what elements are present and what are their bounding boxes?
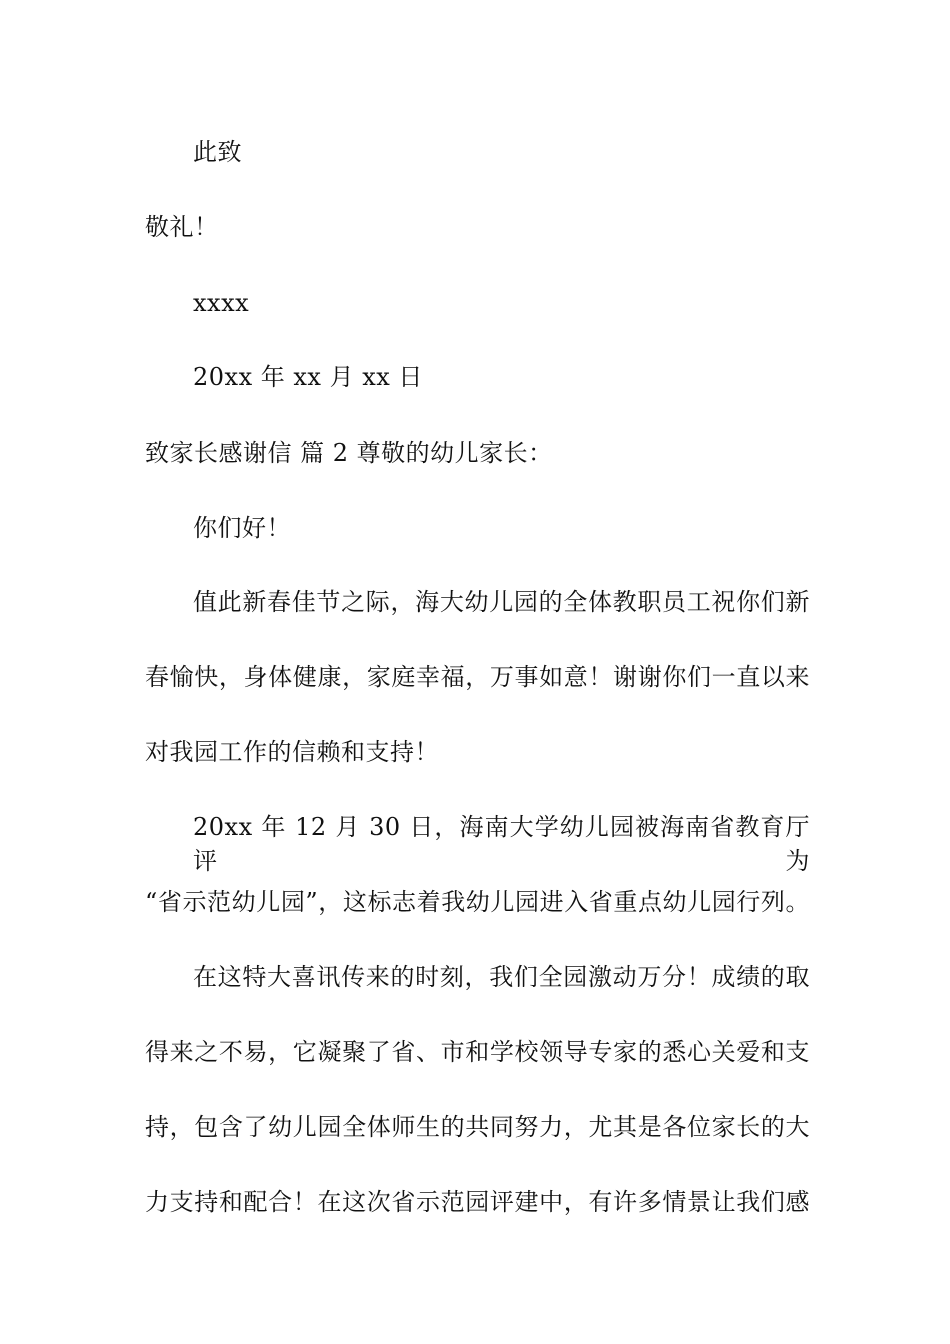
paragraph-3-line-4: 力支持和配合！在这次省示范园评建中，有许多情景让我们感 (145, 1188, 810, 1216)
signature-date: 20xx 年 xx 月 xx 日 (193, 363, 423, 391)
paragraph-2-line-1: 20xx 年 12 月 30 日，海南大学幼儿园被海南省教育厅评为 (193, 813, 810, 875)
salutation-line: 敬礼！ (145, 213, 219, 241)
paragraph-3-line-2: 得来之不易，它凝聚了省、市和学校领导专家的悉心关爱和支 (145, 1038, 810, 1066)
greeting-line: 你们好！ (193, 514, 291, 542)
paragraph-2-line-2: “省示范幼儿园”，这标志着我幼儿园进入省重点幼儿园行列。 (145, 888, 810, 916)
paragraph-1-line-3: 对我园工作的信赖和支持！ (145, 738, 439, 766)
paragraph-3-line-1: 在这特大喜讯传来的时刻，我们全园激动万分！成绩的取 (193, 963, 810, 991)
paragraph-1-line-2: 春愉快，身体健康，家庭幸福，万事如意！谢谢你们一直以来 (145, 663, 810, 691)
section-heading: 致家长感谢信 篇 2 尊敬的幼儿家长： (145, 439, 553, 467)
signature-name: xxxx (193, 289, 250, 317)
paragraph-3-line-3: 持，包含了幼儿园全体师生的共同努力，尤其是各位家长的大 (145, 1113, 810, 1141)
closing-phrase: 此致 (193, 138, 242, 166)
paragraph-1-line-1: 值此新春佳节之际，海大幼儿园的全体教职员工祝你们新 (193, 588, 810, 616)
